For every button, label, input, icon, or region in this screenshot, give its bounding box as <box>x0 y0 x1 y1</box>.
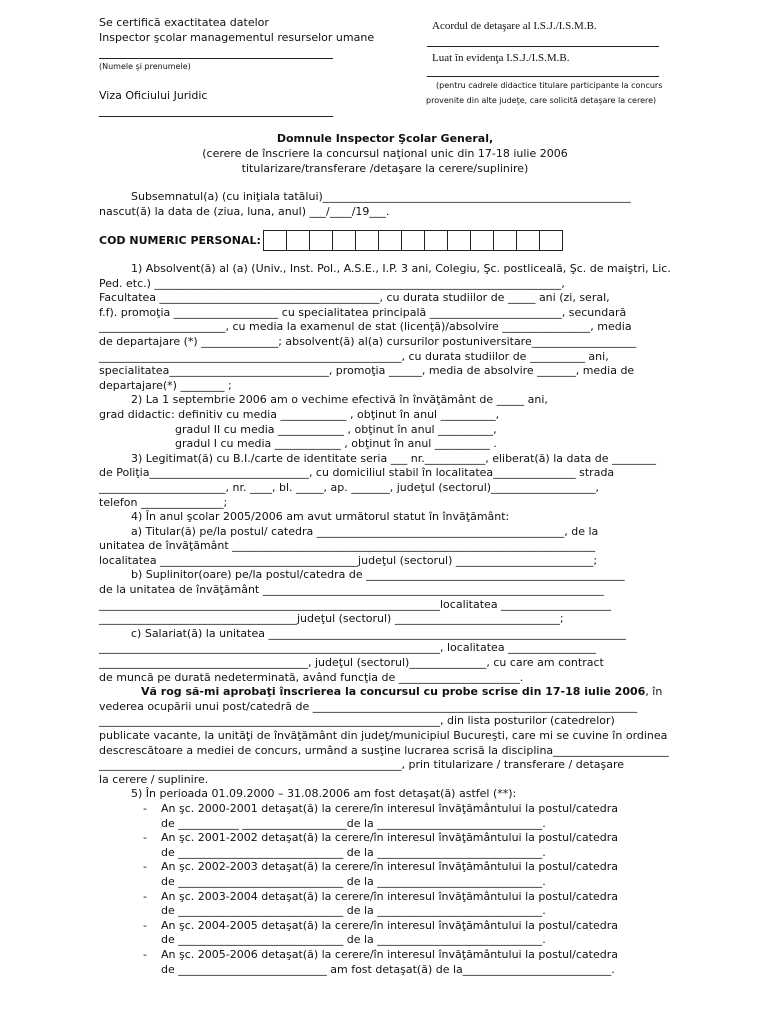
inspector-signature-line <box>99 58 333 59</box>
registration-line <box>427 76 659 77</box>
applicant-name-field[interactable]: Subsemnatul(a) (cu iniţiala tatălui)________________________________________________________ <box>131 190 631 203</box>
detachment-detail-field[interactable]: de ______________________________ de la ______________________________. <box>161 845 546 859</box>
cnp-box[interactable] <box>516 230 539 251</box>
detachment-item: - An şc. 2004-2005 detaşat(ă) la cerere/în interesul învăţământului la postul/catedra <box>143 918 618 932</box>
detachment-detail-field[interactable]: de ___________________________ am fost detaşat(ă) de la___________________________. <box>161 962 615 976</box>
detachment-year-text: An şc. 2002-2003 detaşat(ă) la cerere/în interesul învăţământului la postul/catedra <box>161 860 618 874</box>
method-end: la cerere / suplinire. <box>99 772 209 786</box>
request-bold-text: Vă rog să-mi aprobaţi înscrierea la concursul cu probe scrise din 17-18 iulie 2006 <box>141 685 646 699</box>
registration-label: Luat în evidenţa I.S.J./I.S.M.B. <box>432 52 570 64</box>
request-subtitle: (cerere de înscriere la concursul naţional unic din 17-18 iulie 2006 <box>202 147 568 160</box>
grade-ii-field[interactable]: gradul II cu media ____________ , obţinut în anul __________, <box>175 422 497 436</box>
cnp-box[interactable] <box>493 230 516 251</box>
request-type: titularizare/transferare /detaşare la cerere/suplinire) <box>241 162 529 175</box>
police-address-field[interactable]: de Poliţia_____________________________, cu domiciliul stabil în localitatea_______________ strada <box>99 466 615 480</box>
postgraduate-specialty-field[interactable]: specialitatea_____________________________, promoţia ______, media de absolvire _______, media de <box>99 364 635 378</box>
tiebreak-grade-field[interactable]: departajare(*) ________ ; <box>99 378 232 392</box>
detachment-detail-field[interactable]: de ______________________________ de la ______________________________. <box>161 874 546 888</box>
birth-date-field[interactable]: nascut(ă) la data de (ziua, luna, anul) ___/____/19___. <box>99 205 390 218</box>
cnp-box[interactable] <box>470 230 493 251</box>
status-heading: 4) În anul şcolar 2005/2006 am avut următorul statut în învăţământ: <box>131 510 510 524</box>
salutation-heading: Domnule Inspector Şcolar General, <box>276 132 494 145</box>
seniority-field[interactable]: 2) La 1 septembrie 2006 am o vechime efectivă în învăţământ de _____ ani, <box>131 393 548 407</box>
vacancy-text: publicate vacante, la unităţi de învăţământ din judeţ/municipiul Bucureşti, care mi se cuvine în ordinea <box>99 729 668 742</box>
detachment-item: - An şc. 2001-2002 detaşat(ă) la cerere/în interesul învăţământului la postul/catedra <box>143 831 618 845</box>
cnp-box[interactable] <box>286 230 309 251</box>
certification-line: Se certifică exactitatea datelor <box>99 16 269 29</box>
detachment-year-text: An şc. 2005-2006 detaşat(ă) la cerere/în interesul învăţământului la postul/catedra <box>161 947 618 961</box>
post-list-field[interactable]: ______________________________________________________________, din lista posturilor (catedrelor) <box>99 714 615 728</box>
detachment-list <box>99 802 671 977</box>
cnp-box[interactable] <box>309 230 332 251</box>
education-field[interactable]: Ped. etc.) __________________________________________________________________________, <box>99 276 565 290</box>
postgraduate-duration-field[interactable]: _______________________________________________________, cu durata studiilor de __________ ani, <box>99 349 609 363</box>
request-comma: , în <box>645 685 663 699</box>
substitute-county-field[interactable]: ____________________________________judeţul (sectorul) ______________________________; <box>99 612 564 626</box>
detachment-year-text: An şc. 2003-2004 detaşat(ă) la cerere/în interesul învăţământului la postul/catedra <box>161 889 618 903</box>
cnp-boxes[interactable] <box>263 230 563 251</box>
employee-county-field[interactable]: ______________________________________, judeţul (sectorul)______________, cu care am contract <box>99 656 604 670</box>
form-body <box>99 262 671 977</box>
detachment-heading: 5) În perioada 01.09.2000 – 31.08.2006 am fost detaşat(ă) astfel (**): <box>131 787 517 801</box>
specialty-field[interactable]: f.f). promoţia ___________________ cu specialitatea principală ________________________, secundară <box>99 305 627 319</box>
cnp-row <box>99 230 563 251</box>
faculty-field[interactable]: Facultatea ________________________________________, cu durata studiilor de _____ ani (zi, seral, <box>99 291 610 305</box>
detachment-year-text: An şc. 2004-2005 detaşat(ă) la cerere/în interesul învăţământului la postul/catedra <box>161 918 618 932</box>
cnp-box[interactable] <box>378 230 401 251</box>
detachment-item: - An şc. 2002-2003 detaşat(ă) la cerere/în interesul învăţământului la postul/catedra <box>143 860 618 874</box>
employee-locality-field[interactable]: ______________________________________________________________, localitatea ________________ <box>99 641 597 655</box>
education-line: 1) Absolvent(ă) al (a) (Univ., Inst. Pol., A.S.E., I.P. 3 ani, Colegiu, Şc. postliceală, Şc. de maiştri, Lic. <box>131 262 671 275</box>
postgraduate-field[interactable]: de departajare (*) ______________; absolvent(ă) al(a) cursurilor postuniversitare___________________ <box>99 334 637 348</box>
cnp-box[interactable] <box>424 230 447 251</box>
detachment-detail-field[interactable]: de ______________________________ de la ______________________________. <box>161 904 546 918</box>
detachment-item: - An şc. 2000-2001 detaşat(ă) la cerere/în interesul învăţământului la postul/catedra <box>143 801 618 815</box>
detachment-year-text: An şc. 2000-2001 detaşat(ă) la cerere/în interesul învăţământului la postul/catedra <box>161 801 618 815</box>
legal-visa-line <box>99 116 333 117</box>
detachment-item: - An şc. 2003-2004 detaşat(ă) la cerere/în interesul învăţământului la postul/catedra <box>143 889 618 903</box>
street-address-field[interactable]: _______________________, nr. ____, bl. _____, ap. _______, judeţul (sectorul)___________________, <box>99 480 600 494</box>
cnp-box[interactable] <box>447 230 470 251</box>
exam-grade-field[interactable]: _______________________, cu media la examenul de stat (licenţă)/absolvire ________________, media <box>99 320 632 334</box>
cnp-label: COD NUMERIC PERSONAL: <box>99 233 261 247</box>
method-field[interactable]: _______________________________________________________, prin titularizare / transferare / detaşare <box>99 758 625 772</box>
titular-field[interactable]: a) Titular(ă) pe/la postul/ catedra _____________________________________________, de la <box>131 524 599 538</box>
inspector-title: Inspector şcolar managementul resurselor umane <box>99 31 375 44</box>
discipline-field[interactable]: descrescătoare a mediei de concurs, urmând a susţine lucrarea scrisă la disciplina_____________________ <box>99 743 669 757</box>
post-field[interactable]: vederea ocupării unui post/catedră de ___________________________________________________________ <box>99 699 638 713</box>
cnp-box[interactable] <box>401 230 424 251</box>
substitute-unit-field[interactable]: de la unitatea de învăţământ ______________________________________________________________ <box>99 583 604 597</box>
definitive-grade-field[interactable]: grad didactic: definitiv cu media ____________ , obţinut în anul __________, <box>99 407 500 421</box>
request-line <box>99 685 671 700</box>
grade-i-field[interactable]: gradul I cu media ____________ , obţinut în anul __________ . <box>175 437 497 451</box>
employee-unit-field[interactable]: c) Salariat(ă) la unitatea _________________________________________________________________ <box>131 626 626 640</box>
cnp-box[interactable] <box>332 230 355 251</box>
detachment-detail-field[interactable]: de ______________________________ de la ______________________________. <box>161 933 546 947</box>
detachment-item: - An şc. 2005-2006 detaşat(ă) la cerere/în interesul învăţământului la postul/catedra <box>143 947 618 961</box>
name-caption: (Numele şi prenumele) <box>99 62 191 71</box>
titular-locality-field[interactable]: localitatea ____________________________________judeţul (sectorul) _________________________; <box>99 553 598 567</box>
cnp-box[interactable] <box>263 230 286 251</box>
substitute-locality-field[interactable]: ______________________________________________________________localitatea ____________________ <box>99 597 612 611</box>
employee-function-field[interactable]: de muncă pe durată nedeterminată, având funcţia de ______________________. <box>99 670 524 684</box>
detachment-year-text: An şc. 2001-2002 detaşat(ă) la cerere/în interesul învăţământului la postul/catedra <box>161 831 618 845</box>
teacher-note-line2: provenite din alte judeţe, care solicită detaşare la cerere) <box>426 96 657 105</box>
id-card-field[interactable]: 3) Legitimat(ă) cu B.I./carte de identitate seria ___ nr.___________, eliberat(ă) la data de ________ <box>131 451 657 465</box>
teacher-note-line1: (pentru cadrele didactice titulare participante la concurs <box>436 81 663 90</box>
titular-unit-field[interactable]: unitatea de învăţământ __________________________________________________________________ <box>99 539 596 553</box>
detachment-agreement-label: Acordul de detaşare al I.S.J./I.S.M.B. <box>432 20 597 32</box>
legal-visa-label: Viza Oficiului Juridic <box>99 89 208 102</box>
cnp-box[interactable] <box>355 230 378 251</box>
cnp-box[interactable] <box>539 230 563 251</box>
agreement-line <box>427 46 659 47</box>
phone-field[interactable]: telefon _______________; <box>99 495 228 509</box>
substitute-field[interactable]: b) Suplinitor(oare) pe/la postul/catedra de _______________________________________________ <box>131 568 625 582</box>
detachment-detail-field[interactable]: de ___________ ___________________de la ______________________________. <box>161 816 546 830</box>
